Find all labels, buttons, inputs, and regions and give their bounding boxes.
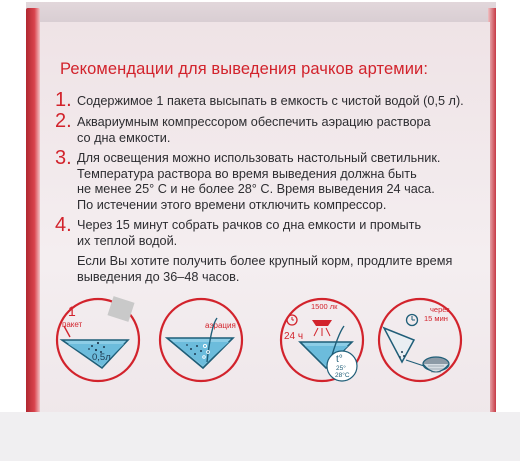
step-4-number: 4. [55,214,72,236]
temperature-symbol: t° [336,354,343,365]
packet-diagram [54,296,142,384]
packet-count-label: 1 [68,303,76,319]
step-3-text: Для освещения можно использовать настольный светильник. Температура раствора во время выведения должна быть не менее 25° С и не более 28° С. Время выведения 24 часа. По истечении этого времени отключить компрессор. [77,151,441,212]
step-1-number: 1. [55,89,72,111]
light-temperature-diagram [278,296,366,384]
step-1-text: Содержимое 1 пакета высыпать в емкость с чистой водой (0,5 л). [77,94,464,108]
box-top-edge [26,2,496,24]
packet-word-label: пакет [62,320,83,329]
aeration-diagram [157,296,245,384]
aeration-label: аэрация [205,321,236,330]
step-4-text: Через 15 минут собрать рачков со дна емкости и промыть их теплой водой. [77,218,422,248]
box-left-edge [26,8,40,418]
step-2-number: 2. [55,110,72,132]
extended-time-note: Если Вы хотите получить более крупный корм, продлите время выведения до 36–48 часов. [77,254,453,284]
instructions-title: Рекомендации для выведения рачков артемии: [60,60,429,78]
page-background [0,412,520,461]
temperature-high-label: 28°C [335,372,350,379]
temperature-low-label: 25° [336,365,346,372]
step-2-text: Аквариумным компрессором обеспечить аэрацию раствора со дна емкости. [77,115,431,145]
hours-label: 24 ч [284,331,304,342]
lux-label: 1500 лк [311,302,338,311]
volume-label: 0,5л [92,352,111,363]
collect-diagram [376,296,464,384]
step-3-number: 3. [55,147,72,169]
wait-bottom-label: 15 мин [424,314,448,323]
wait-top-label: через [430,305,450,314]
